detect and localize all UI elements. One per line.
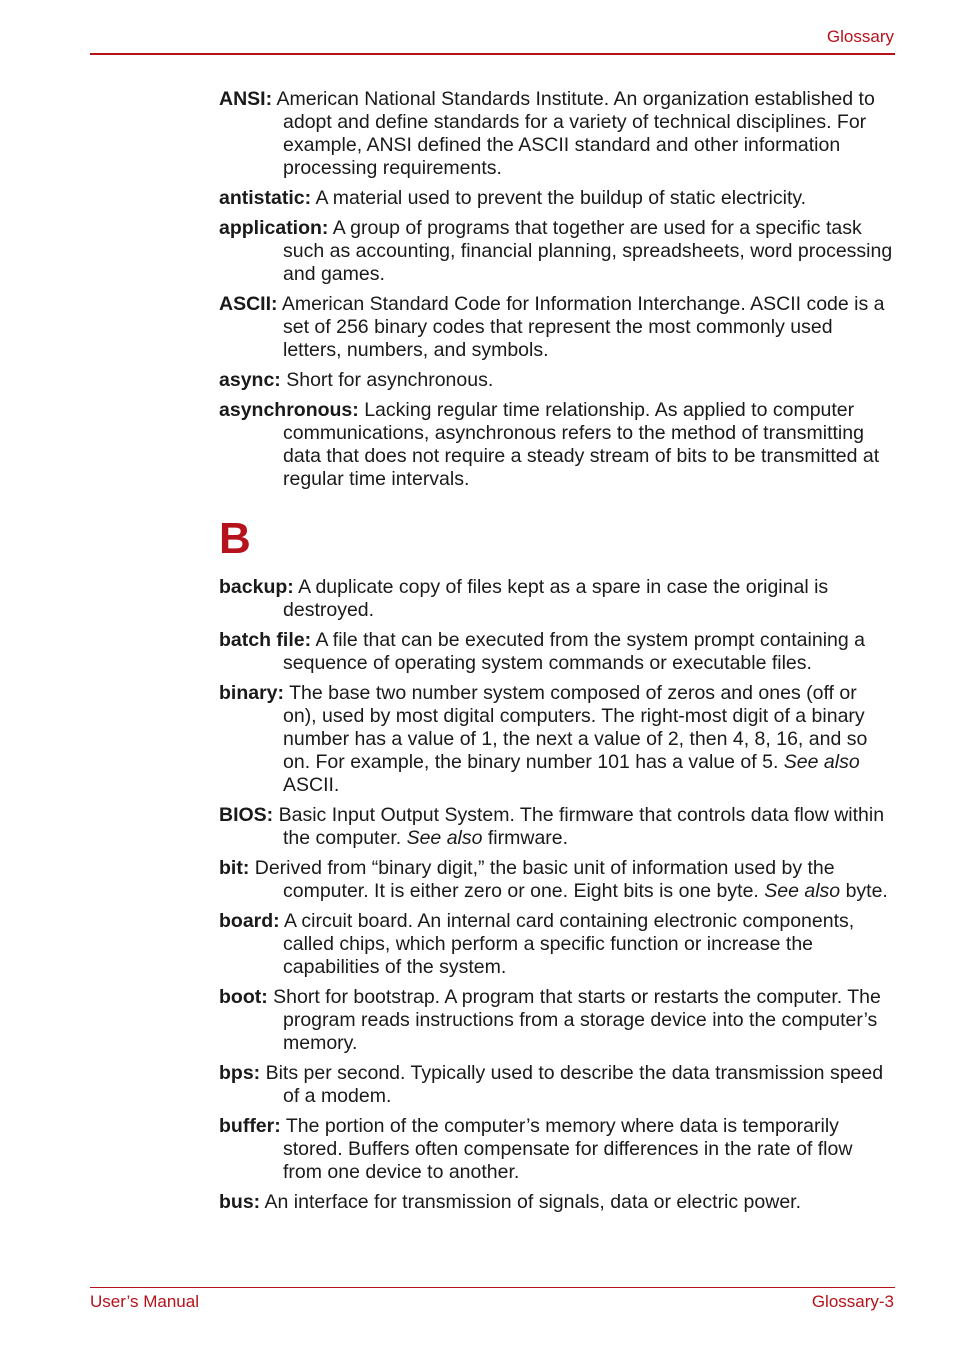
glossary-definition: A circuit board. An internal card containing electronic components, called chips, which perform a specific function or increase the capabilities of the system.	[283, 910, 855, 978]
glossary-definition: A material used to prevent the buildup of static electricity.	[315, 187, 807, 209]
glossary-entry-bios	[219, 804, 895, 850]
glossary-term: BIOS:	[219, 804, 274, 826]
glossary-entry-boot	[219, 986, 895, 1055]
glossary-entry-antistatic	[219, 187, 895, 210]
footer-divider	[90, 1287, 895, 1288]
glossary-definition: A duplicate copy of files kept as a spare in case the original is destroyed.	[283, 576, 829, 621]
glossary-definition: Derived from “binary digit,” the basic unit of information used by the computer. It is either zero or one. Eight bits is one byte.	[254, 857, 835, 902]
glossary-entry-async	[219, 369, 895, 392]
glossary-term: bit:	[219, 857, 250, 879]
glossary-entry-ascii	[219, 293, 895, 362]
glossary-entry-ansi	[219, 88, 895, 180]
glossary-definition: The portion of the computer’s memory where data is temporarily stored. Buffers often compensate for differences in the rate of flow from one device to another.	[283, 1115, 853, 1183]
glossary-definition: The base two number system composed of zeros and ones (off or on), used by most digital computers. The right-most digit of a binary number has a value of 1, the next a value of 2, then 4, 8, 16, and so on. For example, the binary number 101 has a value of 5.	[283, 682, 868, 773]
glossary-definition: Lacking regular time relationship. As applied to computer communications, asynchronous refers to the method of transmitting data that does not require a steady stream of bits to be transmitted at regular time intervals.	[283, 399, 880, 490]
header-divider	[90, 53, 895, 55]
glossary-entry-bps	[219, 1062, 895, 1108]
glossary-entry-binary	[219, 682, 895, 797]
glossary-entry-buffer	[219, 1115, 895, 1184]
glossary-definition: American National Standards Institute. An organization established to adopt and define standards for a variety of technical disciplines. For example, ANSI defined the ASCII standard and other information processing requirements.	[276, 88, 875, 179]
glossary-definition: Short for bootstrap. A program that starts or restarts the computer. The program reads instructions from a storage device into the computer’s memory.	[273, 986, 881, 1054]
glossary-term: bps:	[219, 1062, 261, 1084]
glossary-entry-backup	[219, 576, 895, 622]
section-letter-b: B	[219, 514, 251, 563]
glossary-term: board:	[219, 910, 280, 932]
glossary-definition: Short for asynchronous.	[286, 369, 494, 391]
footer-manual-title: User’s Manual	[90, 1292, 199, 1311]
glossary-term: antistatic:	[219, 187, 312, 209]
glossary-entry-bus	[219, 1191, 895, 1214]
glossary-content	[219, 88, 895, 1221]
glossary-term: bus:	[219, 1191, 261, 1213]
glossary-term: asynchronous:	[219, 399, 359, 421]
see-also-label: See also	[764, 880, 841, 902]
see-also-target: byte.	[845, 880, 888, 902]
glossary-definition: Basic Input Output System. The firmware that controls data flow within the computer.	[278, 804, 885, 849]
see-also-label: See also	[406, 827, 483, 849]
header-title: Glossary	[826, 27, 894, 46]
glossary-entry-board	[219, 910, 895, 979]
see-also-target: firmware.	[487, 827, 569, 849]
glossary-definition: American Standard Code for Information Interchange. ASCII code is a set of 256 binary codes that represent the most commonly used letters, numbers, and symbols.	[281, 293, 885, 361]
glossary-term: backup:	[219, 576, 294, 598]
glossary-definition: A group of programs that together are used for a specific task such as accounting, financial planning, spreadsheets, word processing and games.	[283, 217, 893, 285]
footer-page-number: Glossary-3	[811, 1292, 894, 1311]
glossary-term: batch file:	[219, 629, 312, 651]
glossary-definition: A file that can be executed from the system prompt containing a sequence of operating system commands or executable files.	[283, 629, 865, 674]
glossary-term: async:	[219, 369, 281, 391]
glossary-entry-bit	[219, 857, 895, 903]
glossary-term: ASCII:	[219, 293, 278, 315]
see-also-target: ASCII.	[283, 774, 340, 796]
glossary-entry-application	[219, 217, 895, 286]
glossary-term: binary:	[219, 682, 285, 704]
glossary-definition: An interface for transmission of signals, data or electric power.	[264, 1191, 802, 1213]
glossary-term: ANSI:	[219, 88, 273, 110]
glossary-term: boot:	[219, 986, 268, 1008]
glossary-term: application:	[219, 217, 329, 239]
glossary-definition: Bits per second. Typically used to describe the data transmission speed of a modem.	[265, 1062, 884, 1107]
glossary-term: buffer:	[219, 1115, 281, 1137]
see-also-label: See also	[783, 751, 860, 773]
glossary-entry-batch-file	[219, 629, 895, 675]
glossary-entry-asynchronous	[219, 399, 895, 491]
